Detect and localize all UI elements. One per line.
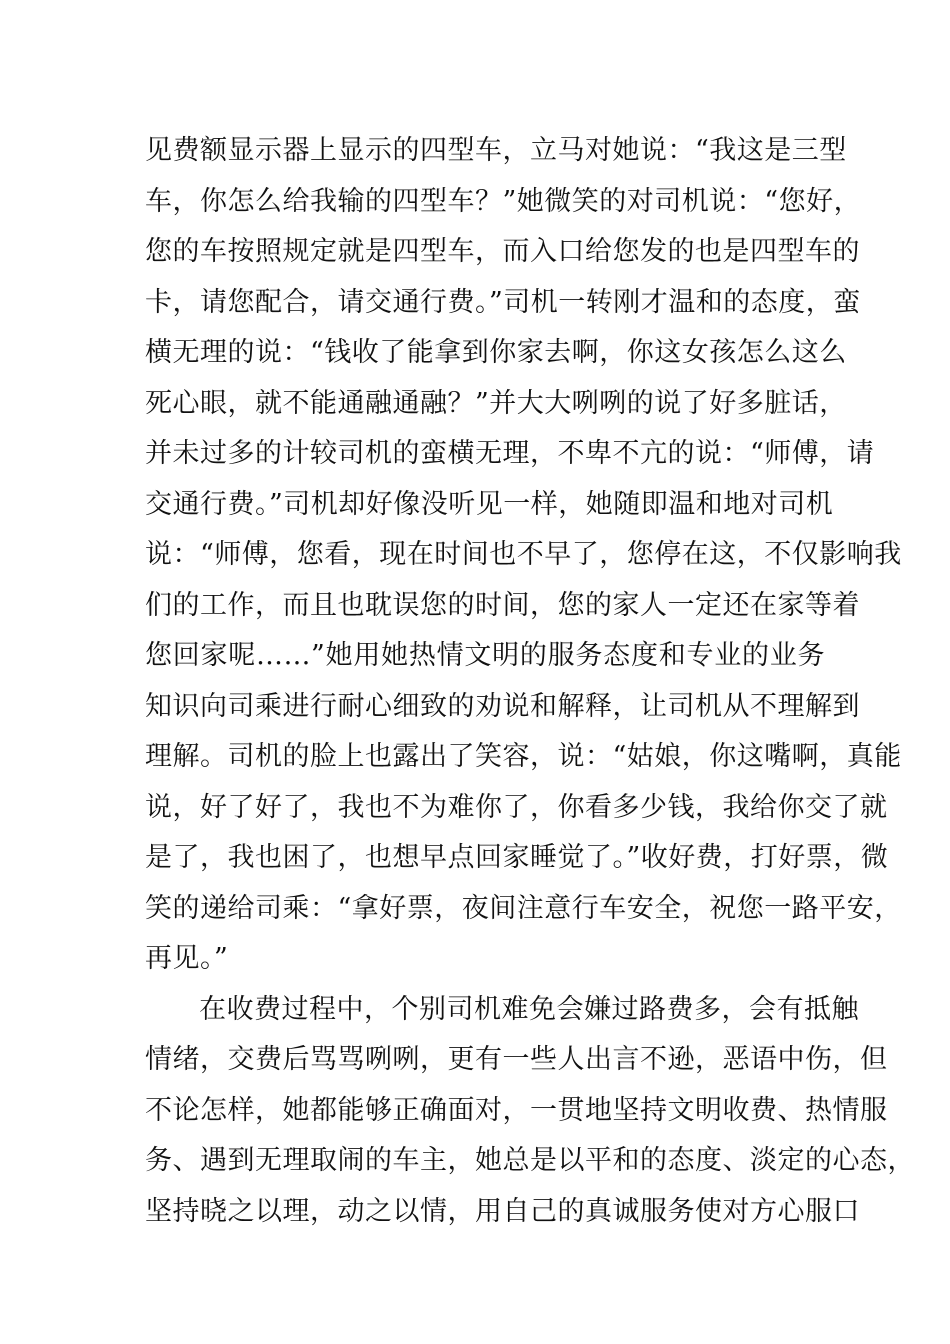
text-line: 们的工作，而且也耽误您的时间，您的家人一定还在家等着	[145, 589, 860, 621]
text-line: 再见。”	[145, 943, 229, 974]
paragraph-2	[145, 985, 915, 1238]
text-line: 理解。司机的脸上也露出了笑容，说：“姑娘，你这嘴啊，真能	[145, 741, 902, 772]
text-line: 笑的递给司乘：“拿好票，夜间注意行车安全，祝您一路平安，	[145, 892, 902, 924]
text-line: 在收费过程中，个别司机难免会嫌过路费多，会有抵触	[199, 993, 859, 1025]
text-line: 坚持晓之以理，动之以情，用自己的真诚服务使对方心服口	[145, 1195, 860, 1227]
text-line: 知识向司乘进行耐心细致的劝说和解释，让司机从不理解到	[145, 690, 860, 722]
text-line: 您的车按照规定就是四型车，而入口给您发的也是四型车的	[145, 236, 860, 267]
text-line: 车，你怎么给我输的四型车？”她微笑的对司机说：“您好，	[145, 185, 862, 217]
text-line: 说，好了好了，我也不为难你了，你看多少钱，我给你交了就	[145, 791, 888, 823]
text-line: 并未过多的计较司机的蛮横无理，不卑不亢的说：“师傅，请	[145, 438, 875, 469]
document-body	[145, 126, 915, 1237]
text-line: 说：“师傅，您看，现在时间也不早了，您停在这，不仅影响我	[145, 539, 902, 570]
paragraph-1	[145, 126, 902, 985]
text-line: 您回家呢……”她用她热情文明的服务态度和专业的业务	[145, 640, 825, 671]
text-line: 情绪，交费后骂骂咧咧，更有一些人出言不逊，恶语中伤，但	[145, 1044, 888, 1075]
text-line: 死心眼，就不能通融通融？”并大大咧咧的说了好多脏话，	[145, 387, 847, 419]
text-line: 交通行费。”司机却好像没听见一样，她随即温和地对司机	[145, 488, 834, 520]
text-line: 是了，我也困了，也想早点回家睡觉了。”收好费，打好票，微	[145, 842, 889, 873]
text-line: 务、遇到无理取闹的车主，她总是以平和的态度、淡定的心态，	[145, 1145, 915, 1176]
text-line: 不论怎样，她都能够正确面对，一贯地坚持文明收费、热情服	[145, 1094, 888, 1126]
text-line: 卡，请您配合，请交通行费。”司机一转刚才温和的态度，蛮	[145, 286, 861, 318]
text-line: 见费额显示器上显示的四型车，立马对她说：“我这是三型	[145, 135, 847, 166]
text-line: 横无理的说：“钱收了能拿到你家去啊，你这女孩怎么这么	[145, 337, 847, 368]
